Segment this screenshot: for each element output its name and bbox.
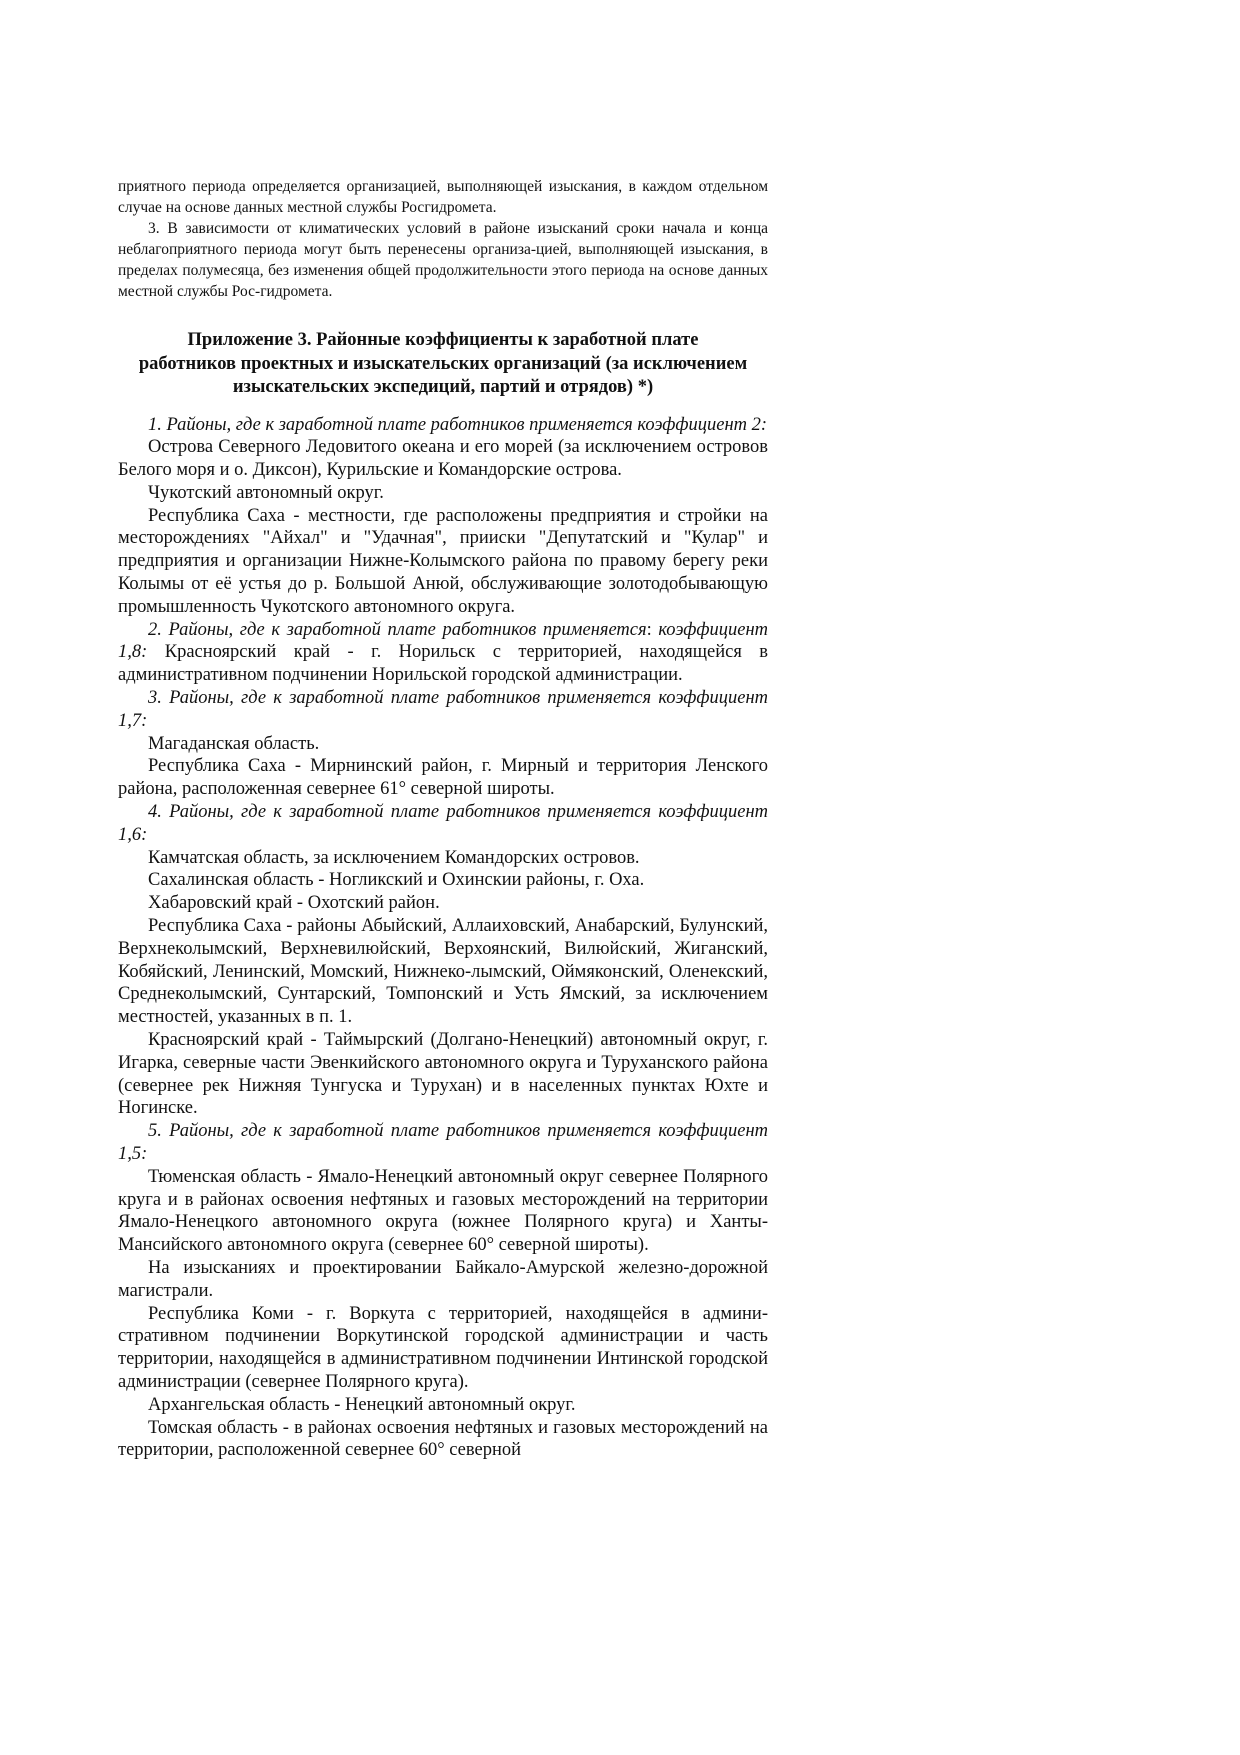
section-2-colon: : bbox=[646, 619, 652, 640]
section-5-paragraph-1: Тюменская область - Ямало-Ненецкий автономный округ севернее Полярного круга и в районах освоения нефтяных и газовых месторождений на территории Ямало-Ненецкого автономного округа (южнее Полярного круга) и Ханты-Мансийского автономного округа (севернее 60° северной широты). bbox=[118, 1166, 768, 1256]
section-5-paragraph-3: Республика Коми - г. Воркута с территорией, находящейся в админи-стративном подчинении Воркутинской городской администрации и часть территории, находящейся в административном подчинении Интинской городской администрации (севернее Полярного круга). bbox=[118, 1303, 768, 1392]
section-3-heading: 3. Районы, где к заработной плате работников применяется коэффициент 1,7: bbox=[118, 688, 768, 731]
document-page bbox=[118, 176, 768, 1462]
section-4-paragraph-2: Сахалинская область - Ногликский и Охинскии районы, г. Оха. bbox=[148, 870, 645, 891]
section-2-paragraph bbox=[118, 619, 768, 687]
section-2-heading-b: коэффициент 1,8: bbox=[118, 619, 768, 663]
section-4-paragraph-5: Красноярский край - Таймырский (Долгано-Ненецкий) автономный округ, г. Игарка, северные части Эвенкийского автономного округа и Туруханского района (севернее рек Нижняя Тунгуска и Турухан) и в населенных пунктах Юхте и Ногинске. bbox=[118, 1030, 768, 1119]
section-1-paragraph-1: Острова Северного Ледовитого океана и его морей (за исключением островов Белого моря и о. Диксон), Курильские и Командорские острова. bbox=[118, 437, 768, 481]
section-3-paragraph-1: Магаданская область. bbox=[148, 733, 320, 754]
section-1-heading: 1. Районы, где к заработной плате работников применяется коэффициент 2: bbox=[148, 414, 768, 435]
appendix-title: Приложение 3. Районные коэффициенты к заработной плате работников проектных и изыскательских организаций (за исключением изыскательских экспедиций, партий и отрядов) *) bbox=[138, 330, 748, 397]
section-2-text: Красноярский край - г. Норильск с территорией, находящейся в административном подчинении Норильской городской администрации. bbox=[118, 642, 768, 686]
section-5-heading: 5. Районы, где к заработной плате работников применяется коэффициент 1,5: bbox=[118, 1121, 768, 1164]
intro-paragraph-3: 3. В зависимости от климатических условий в районе изысканий сроки начала и конца неблагоприятного периода могут быть перенесены организа-цией, выполняющей изыскания, в пределах полумесяца, без изменения общей продолжительности этого периода на основе данных местной службы Рос-гидромета. bbox=[118, 220, 768, 300]
section-3-paragraph-2: Республика Саха - Мирнинский район, г. Мирный и территория Ленского района, расположенная севернее 61° северной широты. bbox=[118, 756, 768, 800]
section-4-paragraph-1: Камчатская область, за исключением Командорских островов. bbox=[148, 847, 640, 868]
section-1-paragraph-2: Чукотский автономный округ. bbox=[148, 482, 384, 503]
section-5-paragraph-4: Архангельская область - Ненецкий автономный округ. bbox=[148, 1394, 576, 1415]
intro-paragraph-continuation: приятного периода определяется организацией, выполняющей изыскания, в каждом отдельном случае на основе данных местной службы Росгидромета. bbox=[118, 178, 768, 216]
section-5-paragraph-2: На изысканиях и проектировании Байкало-Амурской железно-дорожной магистрали. bbox=[118, 1257, 768, 1301]
section-4-paragraph-3: Хабаровский край - Охотский район. bbox=[148, 893, 440, 914]
section-5-paragraph-5: Томская область - в районах освоения нефтяных и газовых месторождений на территории, расположенной севернее 60° северной bbox=[118, 1417, 768, 1461]
section-1-paragraph-3: Республика Саха - местности, где расположены предприятия и стройки на месторождениях "Айхал" и "Удачная", прииски "Депутатский и "Кулар" и предприятия и организации Нижне-Колымского района по правому берегу реки Колымы от её устья до р. Большой Анюй, обслуживающие золотодобывающую промышленность Чукотского автономного округа. bbox=[118, 505, 768, 617]
section-4-heading: 4. Районы, где к заработной плате работников применяется коэффициент 1,6: bbox=[118, 802, 768, 845]
section-4-paragraph-4: Республика Саха - районы Абыйский, Аллаиховский, Анабарский, Булунский, Верхнеколымский, Верхневилюйский, Верхоянский, Вилюйский, Жиганский, Кобяйский, Ленинский, Момский, Нижнеко-лымский, Оймяконский, Оленекский, Среднеколымский, Сунтарский, Томпонский и Усть Ямский, за исключением местностей, указанных в п. 1. bbox=[118, 916, 768, 1028]
section-2-heading-a: 2. Районы, где к заработной плате работников применяется bbox=[148, 619, 647, 640]
